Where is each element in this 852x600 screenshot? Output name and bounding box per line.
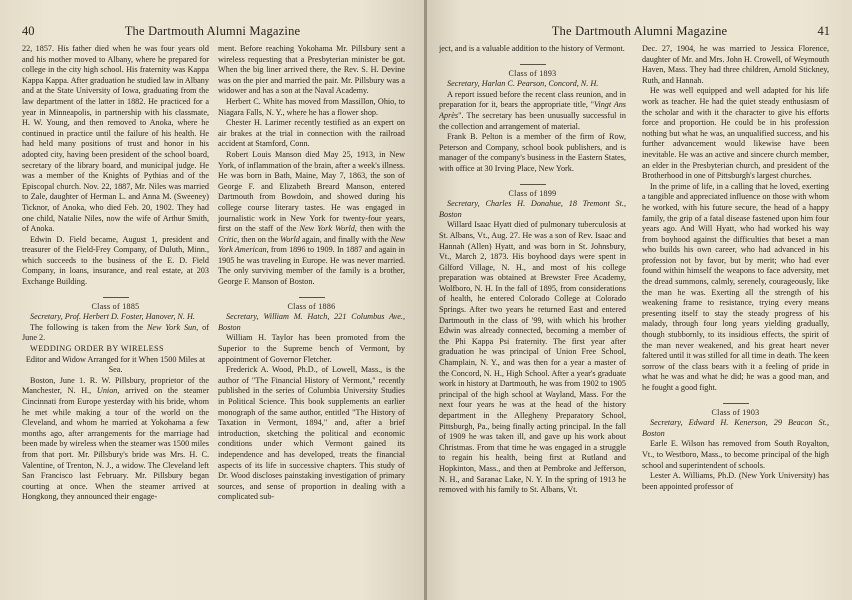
paragraph: Earle E. Wilson has removed from South Royalton, Vt., to Westboro, Mass., to become principal of the high school and superintendent of schools. — [642, 439, 829, 470]
secretary-line — [218, 312, 405, 333]
paragraph: 22, 1857. His father died when he was four years old and his mother moved to Albany, where he prepared for college in the city high school. His fraternity was Kappa Kappa Kappa. After graduation he studied law in Albany and at the State University of Iowa, graduating from the law department of the latter in 1882. He practiced for a year in Minneapolis, in partnership with his classmate, H. W. Young, and then removed to Anoka, where he continued in practice until the failure of his health. He had held many positions of trust and honor in his adopted city, having been president of the school board, secretary of the library board, and municipal judge. He was a member of the Knights of Pythias and of the Episcopal church. Nov. 22, 1887, Mr. Niles was married to Zale, daughter of Herman L. and Anna M. (Sweeney) Ticknor, of Anoka, who died Feb. 20, 1902. They had one child, Natalie Niles, now the wife of Arthur Smith, of Anoka. — [22, 44, 209, 234]
newspaper-title: Union — [96, 386, 118, 396]
left-column-2 — [218, 44, 405, 594]
paragraph: Frederick A. Wood, Ph.D., of Lowell, Mass., is the author of "The Financial History of Vermont," recently published in the series of Columbia University Studies in Political Science. This book supplements an earlier monograph of the same author, entitled "The History of Taxation in Vermont, 1894," and, after a brief introduction, sketching the political and economic conditions under which Vermont gained its independence and has developed, treats the financial aspects of its life in successive chapters. This study of Dr. Wood discloses painstaking investigation of primary sources, and sense of proportion in dealing with a complicated sub- — [218, 365, 405, 502]
secretary-line — [22, 312, 209, 323]
paragraph — [22, 376, 209, 503]
secretary-line — [642, 418, 829, 439]
paragraph: ject, and is a valuable addition to the history of Vermont. — [439, 44, 625, 53]
newspaper-title: New York American — [218, 234, 405, 255]
newspaper-title: New York World — [299, 224, 355, 234]
right-column-2 — [642, 44, 829, 594]
class-heading: Class of 1903 — [711, 407, 760, 417]
left-column-1 — [22, 44, 209, 594]
secretary-text: Secretary, Charles H. Donahue, 18 Tremont St., Boston — [439, 199, 626, 219]
newspaper-title: Critic — [218, 234, 238, 244]
paragraph: Edwin D. Field became, August 1, president and treasurer of the Field-Frey Company, of Duluth, Minn., which succeeds to the business of the E. D. Field Company, in loans, insurance, and real estate, at 203 Exchange Building. — [22, 234, 209, 287]
text: A report issued before the recent class reunion, and in preparation for it, bears the appropriate title, " — [439, 89, 626, 110]
paragraph: William H. Taylor has been promoted from the Superior to the Supreme bench of Vermont, by appointment of Governor Fletcher. — [218, 333, 405, 364]
right-column-1 — [439, 44, 626, 594]
paragraph — [218, 150, 405, 288]
paragraph: Chester H. Larimer recently testified as an expert on air brakes at the trial in connection with the railroad accident at Stamford, Conn. — [218, 118, 405, 149]
headline: WEDDING ORDER BY WIRELESS — [30, 344, 164, 354]
paragraph: Herbert C. White has moved from Massillon, Ohio, to Niagara Falls, N. Y., where he has a flower shop. — [218, 96, 405, 117]
secretary-text: Secretary, William M. Hatch, 221 Columbus Ave., Boston — [218, 312, 405, 332]
secretary-text: Secretary, Edward H. Kenerson, 29 Beacon St., Boston — [642, 418, 829, 438]
paragraph — [22, 323, 209, 344]
text: Robert Louis Manson died May 25, 1913, in New York, of inflammation of the brain, after a week's illness. He was born in Bath, Maine, May 7, 1863, the son of George F. and Elizabeth Breard Manson, entered Dartmouth from Bowdoin, and showed during his college course literary tastes. He was engaged in journalistic work in New York for twenty-four years, first on the staff of the — [218, 149, 405, 234]
text: ". The secretary has been unusually successful in the collection and arrangement of material. — [439, 110, 626, 131]
paragraph: He was well equipped and well adapted for his life work as teacher. He had the quiet steady enthusiasm of the scholar and with it the character to give his efforts force and proportion. He could be in his profession nothing but what he was, an unqualified success, and his further advancement would likewise have been inevitable. He was an active and sincere church member, an elder in the Presbyterian church, and president of the Brotherhood in one of Pittsburgh's largest churches. — [642, 86, 829, 181]
class-heading: Class of 1893 — [508, 68, 557, 78]
secretary-text: Secretary, Prof. Herbert D. Foster, Hanover, N. H. — [30, 312, 195, 322]
paragraph: ment. Before reaching Yokohama Mr. Pillsbury sent a wireless requesting that a Presbyterian minister be got. When the big liner arrived there, the Rev. S. H. Devine was on the pier and married the pair. Mr. Pillsbury was a widower and has a son at the Naval Academy. — [218, 44, 405, 96]
page-number: 41 — [817, 24, 830, 38]
left-page — [0, 0, 425, 600]
running-title: The Dartmouth Alumni Magazine — [551, 24, 728, 38]
divider — [103, 297, 129, 298]
page-number: 40 — [22, 24, 35, 38]
subheadline: Editor and Widow Arranged for it When 1500 Miles at Sea. — [25, 354, 206, 375]
text: , then with the — [354, 224, 405, 234]
text: , from 1896 to 1909. In 1887 and again in 1905 he was traveling in Europe. He was never married. The only surviving member of the family is a brother, George F. Manson of Boston. — [218, 245, 405, 287]
text: , arrived on the steamer Cincinnati from Europe yesterday with his bride, whom he met while making a tour of the world on the Cleveland, and whom he married at Yokohama a few months ago, after arrangements for the marriage had been made by wireless when the steamer was 1500 miles from that port. Mr. Pillsbury's bride was Mrs. H. C. Valentine, of Trenton, N. J., a widow. The Cleveland left San Francisco last February. Mr. Pillsbury began courting at once. When the steamer arrived at Hongkong, they announced their engage- — [22, 386, 209, 502]
class-heading: Class of 1899 — [508, 188, 557, 198]
right-running-head — [449, 24, 830, 38]
running-title: The Dartmouth Alumni Magazine — [124, 24, 301, 38]
divider — [299, 297, 325, 298]
paragraph: Dec. 27, 1904, he was married to Jessica Florence, daughter of Mr. and Mrs. John H. Crowell, of Weymouth Haven, Mass. They had three children, Arnold Stickney, Ruth, and Hannah. — [642, 44, 829, 85]
text: The following is taken from the — [30, 322, 147, 332]
class-heading: Class of 1885 — [91, 301, 140, 311]
divider — [520, 184, 546, 185]
paragraph: Frank B. Pelton is a member of the firm of Row, Peterson and Company, school book publishers, and is manager of the company's business in the Eastern States, with office at 30 Irving Place, New York. — [439, 132, 626, 173]
report-title: Vingt Ans Après — [439, 100, 626, 120]
paragraph: Lester A. Williams, Ph.D. (New York University) has been appointed professor of — [642, 471, 829, 491]
text: Boston, June 1. R. W. Pillsbury, proprietor of the Manchester, N. H., — [22, 375, 209, 396]
divider — [723, 403, 749, 404]
class-heading: Class of 1886 — [287, 301, 336, 311]
text: again, and finally with the — [299, 234, 391, 244]
paragraph: Willard Isaac Hyatt died of pulmonary tuberculosis at St. Albans, Vt., Aug. 27. He was a son of Rev. Isaac and Hannah (Allen) Hyatt, and was born in St. Johnsbury, Vt., March 2, 1873. His boyhood days were spent in Gilford Village, N. H., and most of his college preparation was obtained at Brewster Free Academy, Wolfboro, N. H. In the fall of 1895, from considerations of health, he entered Colorado College at Colorado Springs. After two years he returned East and entered Dartmouth in the class of '99, with which his brother Edwin was already connected, becoming a member of the Phi Kappa Psi fraternity. The first year after graduation he was principal of Union Free School, Champlain, N. Y., and was then for a year a master of the Concord, N. H., High School. After a year's graduate work in history at Dartmouth, he was from 1902 to 1905 principal of the high school at Wayland, Mass. For the next four years he was at the head of the history department in the Allegheny Preparatory School, Pittsburgh, Pa., being finally acting principal. In the fall of 1909 he was taken ill, and gave up his work about Christmas. From that time he was engaged in a struggle to regain his health, being first at Rutland and Hopkinton, Mass., and then at Pembroke and Jefferson, N. H., and Saranac Lake, N. Y. In the spring of 1913 he removed with his family to St. Albans, Vt. — [439, 220, 626, 495]
text: , then on the — [237, 234, 281, 244]
newspaper-title: World — [280, 234, 300, 244]
newspaper-title: New York Sun — [146, 322, 197, 332]
paragraph: In the prime of life, in a calling that he loved, exerting a tangible and appreciated influence on those with whom he worked, with his future secure, the head of a happy family, the grip of a fatal disease fastened upon him four years ago. And Will Hyatt, who had worked his way from boyhood against the difficulties that beset a man who builds his own career, who had advanced in his profession not by favor, but by merit; who had ever found within himself the weapons to face adversity, met the dread summons, calmly, serenely, courageously, like the man he was. Exerting all the strength of his weakening frame to resistance, trying every means presenting itself to stay the steady progress of his malady, through four long years yielding gradually, though stubbornly, to its insidious effects, the spirit of the man never weakened, and his great heart never faltered until it was stilled for all time in death. The keen sorrow of the class bears with it a feeling of pride in what he was and what he did; he was a good man, and he fought a good fight. — [642, 181, 829, 392]
divider — [520, 64, 546, 65]
paragraph — [439, 90, 626, 132]
left-running-head — [22, 24, 403, 38]
text: , of June 2. — [22, 322, 209, 343]
secretary-line — [439, 199, 626, 220]
secretary-line — [439, 79, 626, 90]
secretary-text: Secretary, Harlan C. Pearson, Concord, N. H. — [447, 79, 599, 89]
right-page — [427, 0, 852, 600]
